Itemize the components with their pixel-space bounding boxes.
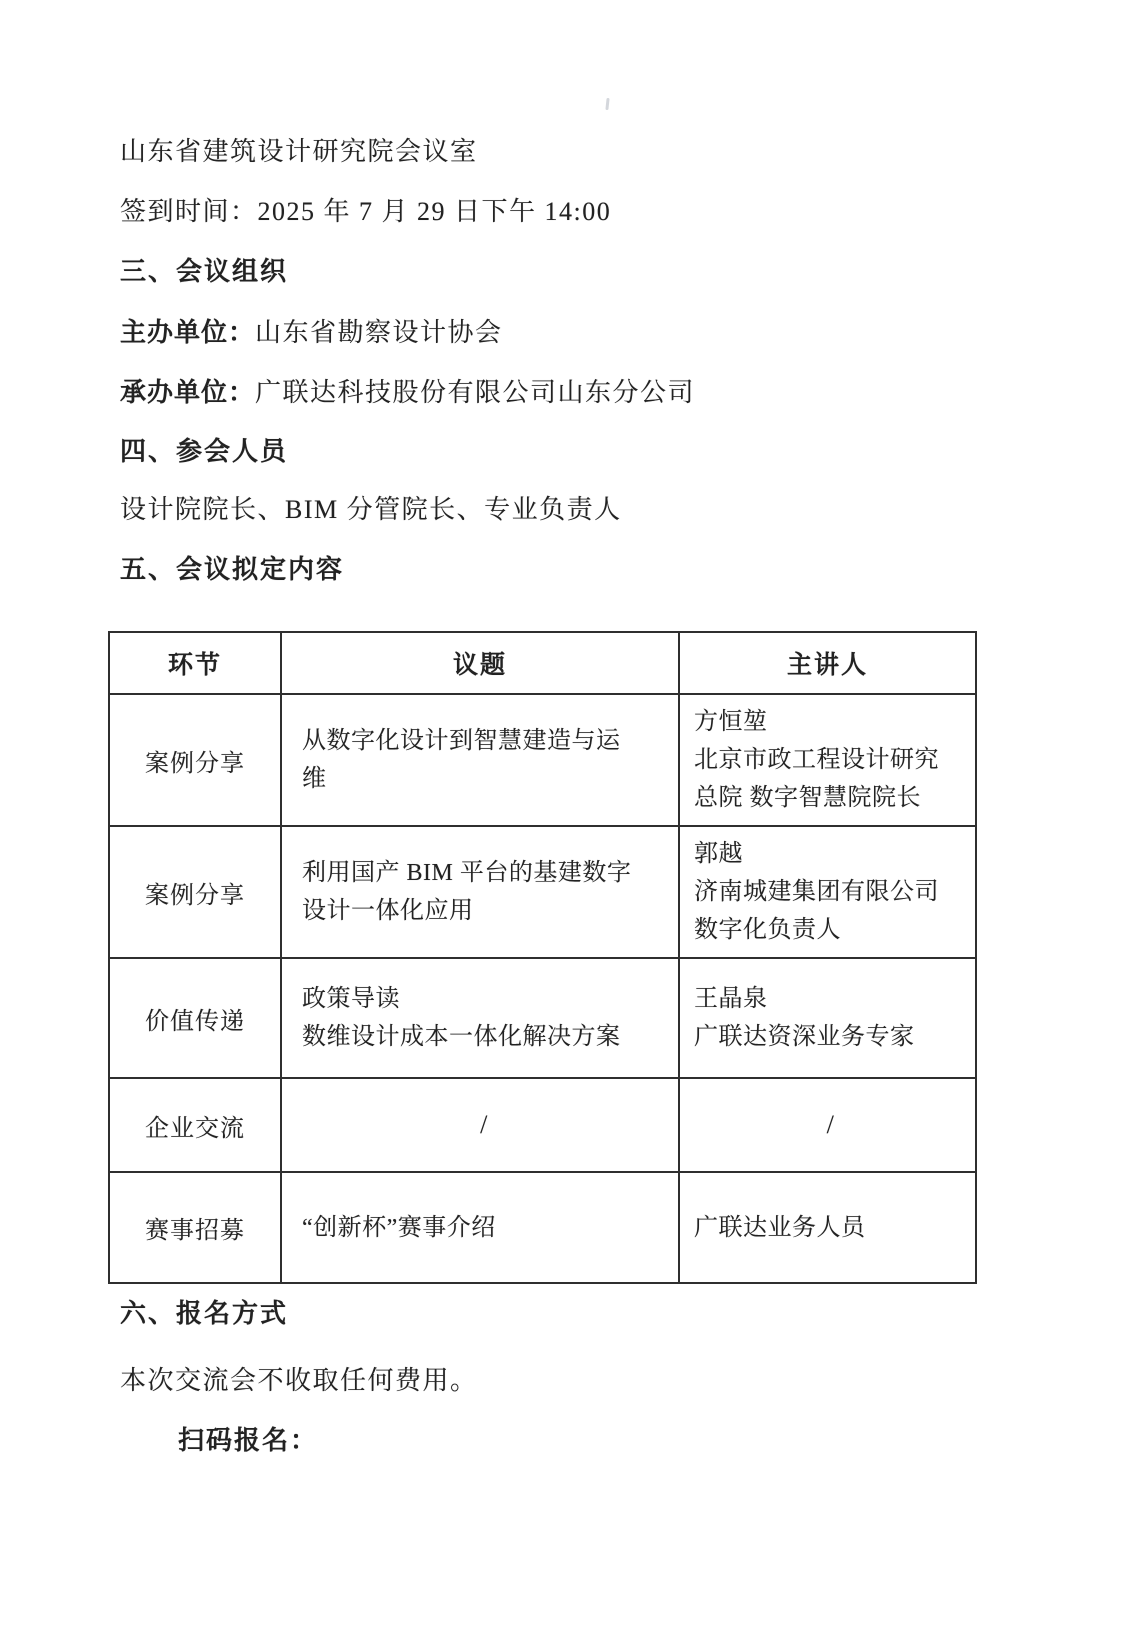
topic-cell bbox=[281, 1172, 679, 1283]
scan-signup-label: 扫码报名： bbox=[178, 1426, 319, 1455]
topic-line: 维 bbox=[302, 766, 327, 792]
speaker-cell bbox=[679, 1172, 976, 1283]
speaker-line: 济南城建集团有限公司 bbox=[694, 879, 939, 905]
host-unit-value: 山东省勘察设计协会 bbox=[255, 318, 503, 347]
speaker-line: 总院 数字智慧院院长 bbox=[694, 785, 921, 811]
topic-cell bbox=[281, 958, 679, 1078]
organizer-unit-label: 承办单位： bbox=[120, 378, 256, 407]
topic-line: 数维设计成本一体化解决方案 bbox=[302, 1024, 621, 1050]
topic-cell: / bbox=[281, 1078, 679, 1172]
topic-line: 利用国产 BIM 平台的基建数字 bbox=[302, 860, 632, 886]
topic-line: “创新杯”赛事介绍 bbox=[302, 1214, 496, 1241]
section-5-heading: 五、会议拟定内容 bbox=[120, 555, 345, 584]
speaker-line: 北京市政工程设计研究 bbox=[694, 747, 939, 773]
stage-cell: 案例分享 bbox=[109, 826, 281, 958]
host-unit-line bbox=[120, 317, 1032, 349]
organizer-unit-value: 广联达科技股份有限公司山东分公司 bbox=[255, 378, 696, 407]
topic-line: 政策导读 bbox=[302, 986, 400, 1012]
agenda-table bbox=[108, 631, 977, 1284]
speaker-line: 数字化负责人 bbox=[694, 917, 841, 943]
stage-cell: 赛事招募 bbox=[109, 1172, 281, 1283]
section-4-heading: 四、参会人员 bbox=[120, 437, 289, 466]
topic-cell bbox=[281, 694, 679, 826]
header-cell-topic: 议题 bbox=[281, 632, 679, 694]
fee-note-line: 本次交流会不收取任何费用。 bbox=[120, 1366, 478, 1395]
section-3-heading: 三、会议组织 bbox=[120, 257, 289, 286]
table-row bbox=[109, 694, 976, 826]
organizer-unit-line bbox=[120, 377, 1032, 409]
speaker-cell bbox=[679, 958, 976, 1078]
document-content bbox=[120, 136, 1032, 1457]
topic-line: 从数字化设计到智慧建造与运 bbox=[302, 728, 621, 754]
table-row bbox=[109, 1172, 976, 1283]
speaker-line: 广联达资深业务专家 bbox=[694, 1024, 915, 1050]
signin-time-line: 签到时间：2025 年 7 月 29 日下午 14:00 bbox=[120, 197, 612, 226]
speaker-line: 王晶泉 bbox=[694, 986, 768, 1012]
scan-artifact-dot bbox=[605, 98, 609, 110]
speaker-cell bbox=[679, 694, 976, 826]
stage-cell: 价值传递 bbox=[109, 958, 281, 1078]
speaker-line: 广联达业务人员 bbox=[694, 1214, 866, 1241]
section-6-heading: 六、报名方式 bbox=[120, 1299, 289, 1328]
stage-cell: 企业交流 bbox=[109, 1078, 281, 1172]
table-row bbox=[109, 826, 976, 958]
stage-cell: 案例分享 bbox=[109, 694, 281, 826]
speaker-line: 郭越 bbox=[694, 841, 743, 867]
header-cell-stage: 环节 bbox=[109, 632, 281, 694]
agenda-header-row bbox=[109, 632, 976, 694]
speaker-cell: / bbox=[679, 1078, 976, 1172]
table-row bbox=[109, 958, 976, 1078]
venue-line: 山东省建筑设计研究院会议室 bbox=[120, 137, 478, 166]
host-unit-label: 主办单位： bbox=[120, 318, 256, 347]
header-cell-speaker: 主讲人 bbox=[679, 632, 976, 694]
topic-line: 设计一体化应用 bbox=[302, 898, 474, 924]
participants-line: 设计院院长、BIM 分管院长、专业负责人 bbox=[120, 495, 622, 524]
table-row bbox=[109, 1078, 976, 1172]
speaker-line: 方恒堃 bbox=[694, 709, 768, 735]
speaker-cell bbox=[679, 826, 976, 958]
topic-cell bbox=[281, 826, 679, 958]
